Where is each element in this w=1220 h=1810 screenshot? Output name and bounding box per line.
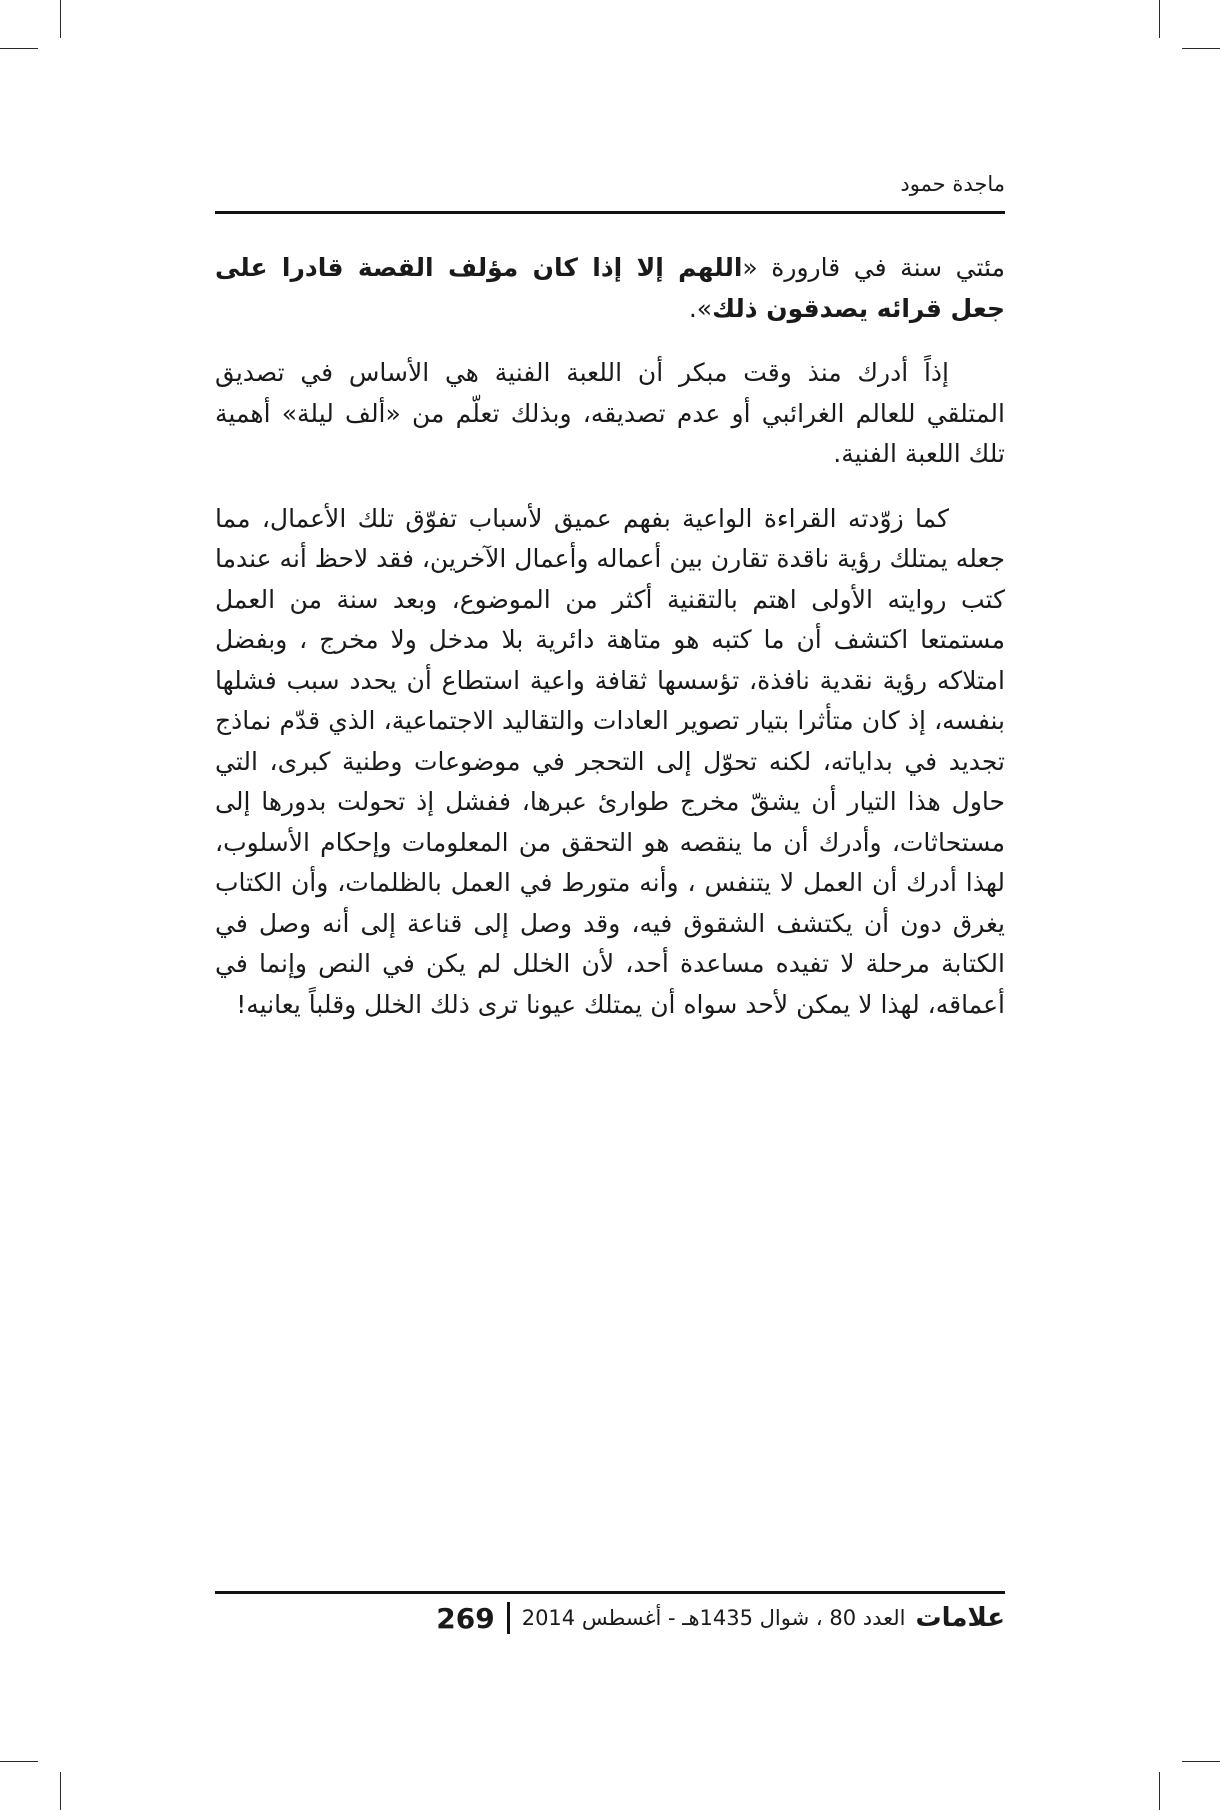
paragraph (215, 248, 1005, 329)
article-body (215, 248, 1005, 1049)
crop-mark (60, 0, 61, 38)
paragraph: كما زوّدته القراءة الواعية بفهم عميق لأسباب تفوّق تلك الأعمال، مما جعله يمتلك رؤية ناقدة تقارن بين أعماله وأعمال الآخرين، فقد لاحظ أنه عندما كتب روايته الأولى اهتم بالتقنية أكثر من الموضوع، وبعد سنة من العمل مستمتعا اكتشف أن ما كتبه هو متاهة دائرية بلا مدخل ولا مخرج ، وبفضل امتلاكه رؤية نقدية نافذة، تؤسسها ثقافة واعية استطاع أن يحدد سبب فشلها بنفسه، إذ كان متأثرا بتيار تصوير العادات والتقاليد الاجتماعية، الذي قدّم نماذج تجديد في بداياته، لكنه تحوّل إلى التحجر في موضوعات وطنية كبرى، التي حاول هذا التيار أن يشقّ مخرج طوارئ عبرها، ففشل إذ تحولت بدورها إلى مستحاثات، وأدرك أن ما ينقصه هو التحقق من المعلومات وإحكام الأسلوب، لهذا أدرك أن العمل لا يتنفس ، وأنه متورط في العمل بالظلمات، وأن الكتاب يغرق دون أن يكتشف الشقوق فيه، وقد وصل إلى قناعة إلى أنه وصل في الكتابة مرحلة لا تفيده مساعدة أحد، لأن الخلل لم يكن في النص وإنما في أعماقه، لهذا لا يمكن لأحد سواه أن يمتلك عيونا ترى ذلك الخلل وقلباً يعانيه! (215, 503, 1005, 1019)
footer-separator (507, 1602, 510, 1634)
bold-quote: اللهم إلا إذا كان مؤلف القصة قادرا على جعل قرائه يصدقون ذلك (215, 253, 1005, 323)
crop-mark (0, 48, 38, 49)
footer-rule (215, 1591, 1005, 1594)
crop-mark (0, 1761, 38, 1762)
crop-mark (60, 1772, 61, 1810)
crop-mark (1159, 1772, 1160, 1810)
paragraph: إذاً أدرك منذ وقت مبكر أن اللعبة الفنية هي الأساس في تصديق المتلقي للعالم الغرائبي أو عدم تصديقه، وبذلك تعلّم من «ألف ليلة» أهمية تلك اللعبة الفنية. (215, 358, 1005, 468)
page-footer (215, 1600, 1005, 1636)
paragraph-text: مئتي سنة في قارورة « (742, 253, 1006, 282)
journal-title: علامات (915, 1603, 1005, 1633)
crop-mark (1182, 1761, 1220, 1762)
crop-mark (1182, 48, 1220, 49)
issue-info: العدد 80 ، شوال 1435هـ - أغسطس 2014 (521, 1606, 906, 1630)
running-head: ماجدة حمود (900, 172, 1005, 196)
paragraph-text: ». (688, 293, 713, 323)
crop-mark (1159, 0, 1160, 38)
page-number: 269 (436, 1601, 495, 1635)
header-rule (215, 211, 1005, 214)
